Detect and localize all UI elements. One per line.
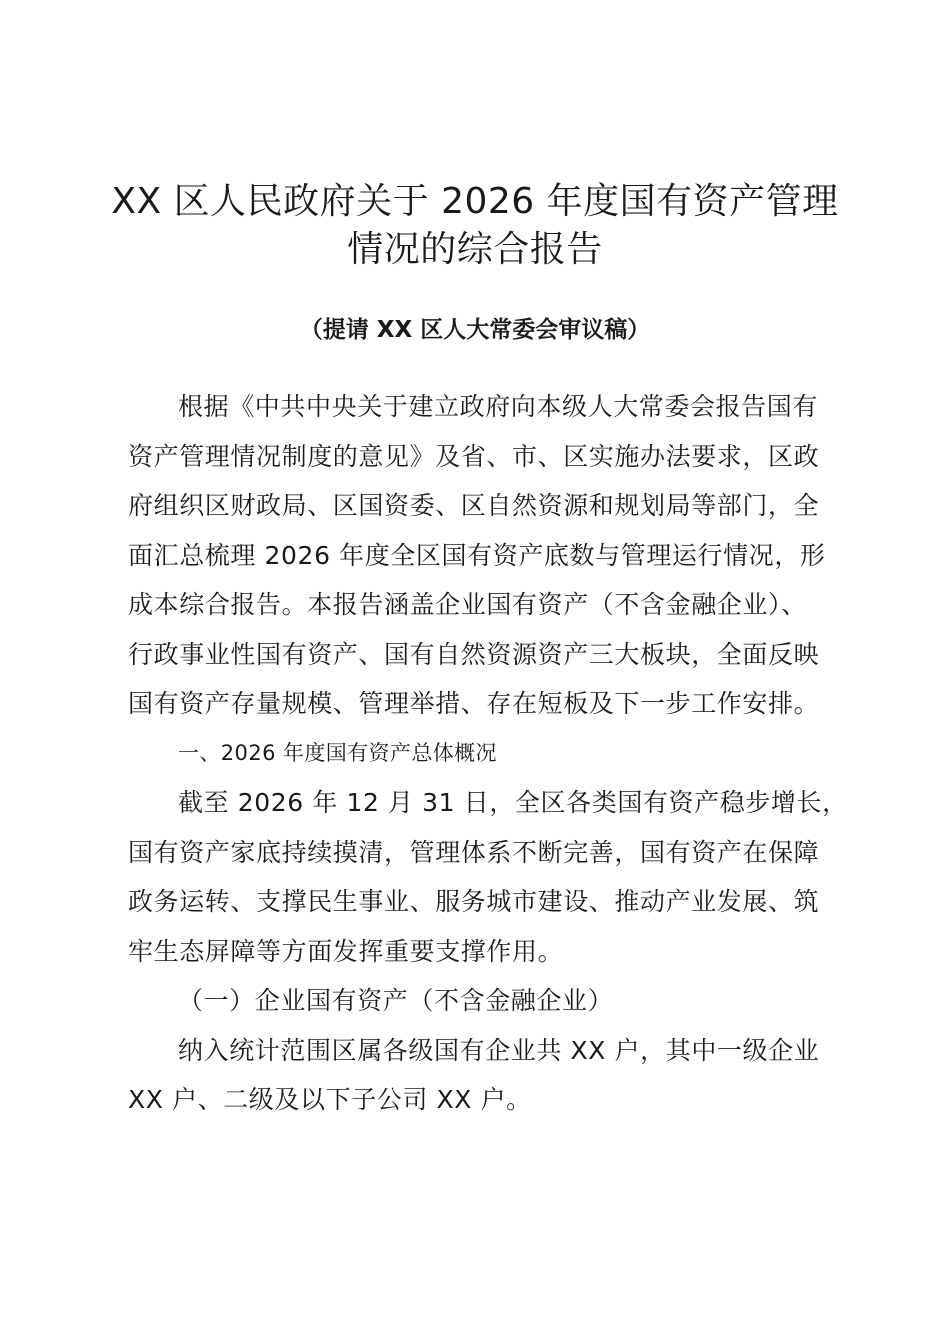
- text-line: （一）企业国有资产（不含金融企业）: [178, 986, 614, 1015]
- document-title: [100, 178, 850, 274]
- text-line: 成本综合报告。本报告涵盖企业国有资产（不含金融企业）、: [128, 590, 807, 619]
- title-line: 情况的综合报告: [347, 229, 603, 270]
- text-line: 府组织区财政局、区国资委、区自然资源和规划局等部门，全: [128, 491, 820, 520]
- text-line: 一、2026 年度国有资产总体概况: [178, 740, 497, 765]
- subsection-heading: [128, 976, 836, 1026]
- section-heading: [128, 729, 836, 779]
- intro-paragraph: [128, 382, 836, 729]
- text-line: 行政事业性国有资产、国有自然资源资产三大板块，全面反映: [128, 639, 820, 669]
- overview-paragraph: [128, 778, 848, 976]
- text-line: 政务运转、支撑民生事业、服务城市建设、推动产业发展、筑: [128, 887, 820, 916]
- document-subtitle: （提请 XX 区人大常委会审议稿）: [299, 317, 651, 343]
- text-line: 牢生态屏障等方面发挥重要支撑作用。: [128, 936, 564, 966]
- text-line: XX 户、二级及以下子公司 XX 户。: [128, 1085, 532, 1114]
- enterprise-paragraph: [128, 1026, 836, 1125]
- title-line: XX 区人民政府关于 2026 年度国有资产管理: [111, 181, 839, 222]
- text-line: 截至 2026 年 12 月 31 日，全区各类国有资产稳步增长，: [178, 788, 848, 817]
- text-line: 国有资产家底持续摸清，管理体系不断完善，国有资产在保障: [128, 837, 820, 867]
- text-line: 资产管理情况制度的意见》及省、市、区实施办法要求，区政: [128, 441, 820, 471]
- text-line: 纳入统计范围区属各级国有企业共 XX 户，其中一级企业: [178, 1035, 820, 1065]
- text-line: 国有资产存量规模、管理举措、存在短板及下一步工作安排。: [128, 689, 820, 718]
- text-line: 根据《中共中央关于建立政府向本级人大常委会报告国有: [178, 392, 819, 421]
- text-line: 面汇总梳理 2026 年度全区国有资产底数与管理运行情况，形: [128, 540, 826, 570]
- document-body: [128, 382, 848, 1125]
